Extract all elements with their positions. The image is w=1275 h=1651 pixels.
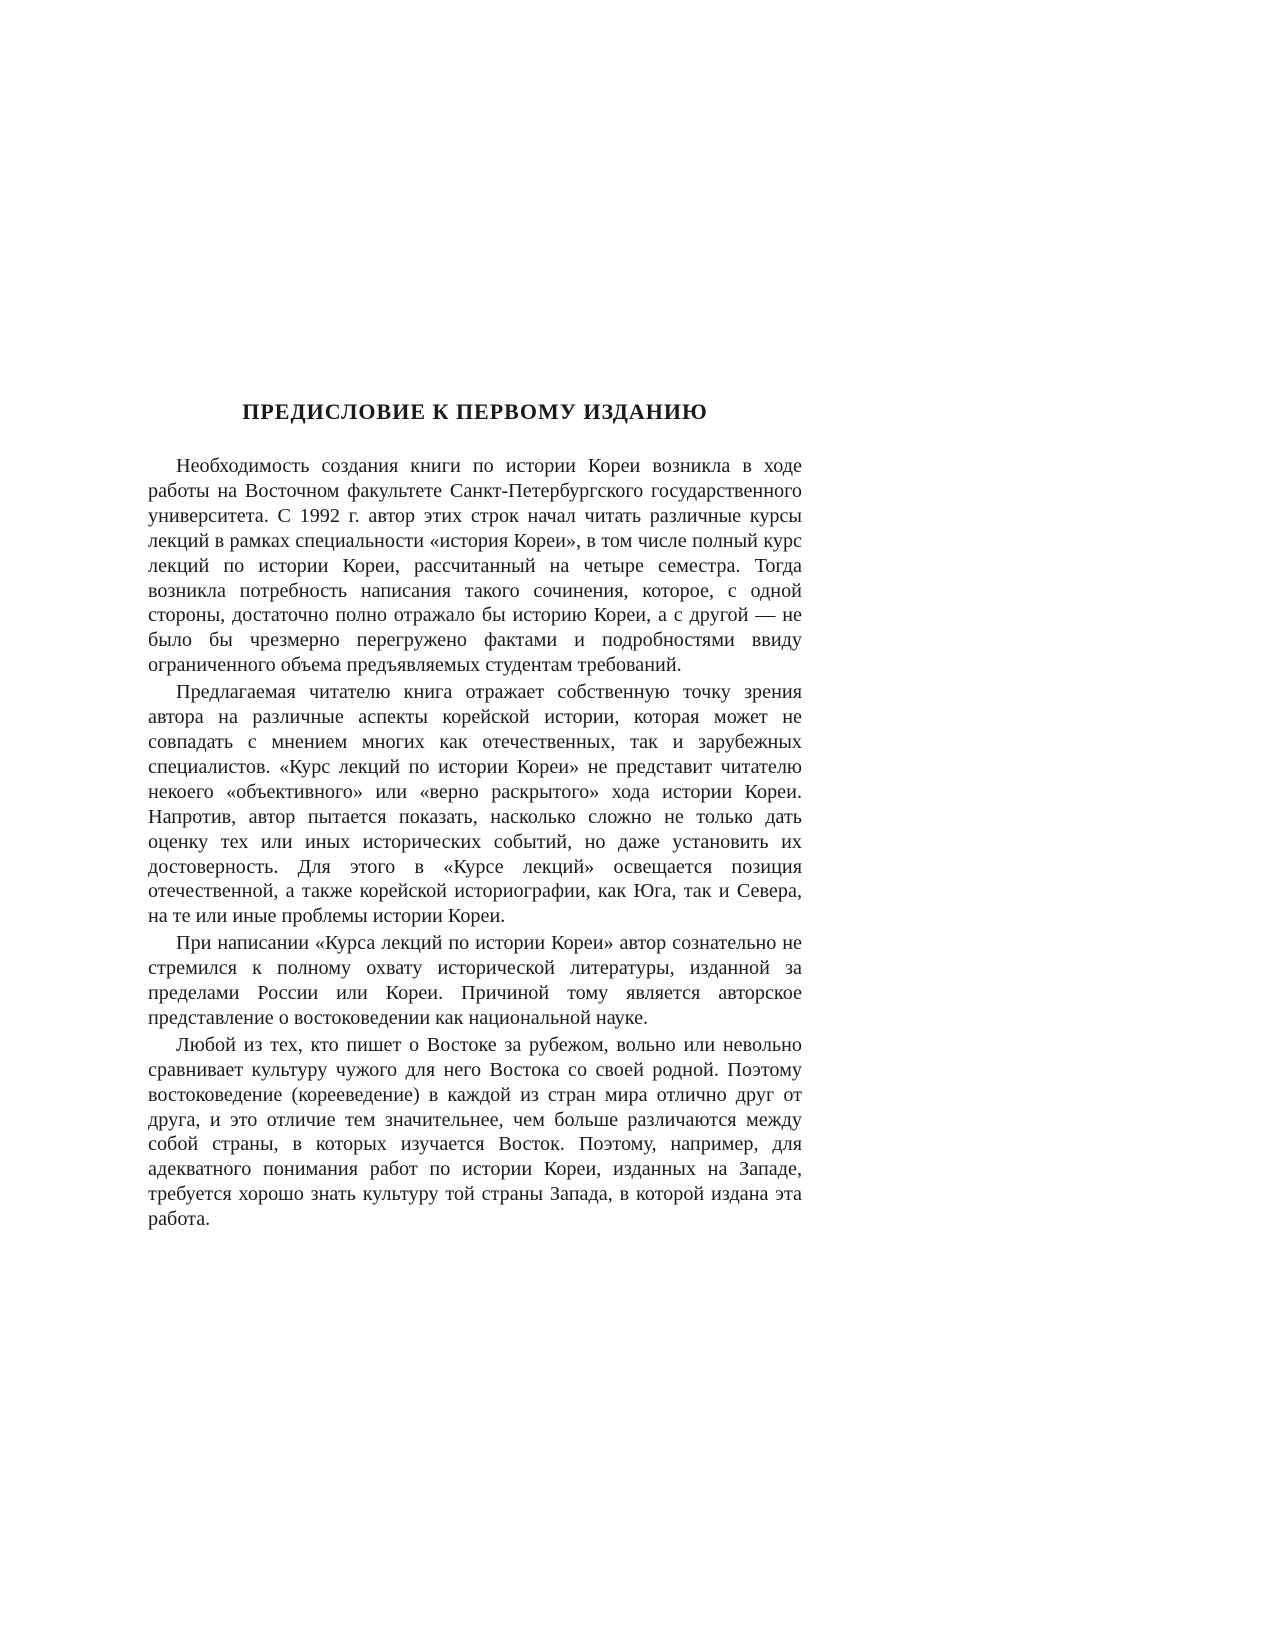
paragraph-4: Любой из тех, кто пишет о Востоке за рубежом, вольно или невольно сравнивает культуру чужого для него Востока со своей родной. Поэтому востоковедение (корееведение) в каждой из стран мира отлично друг от друга, и это отличие тем значительнее, чем больше различаются между собой страны, в которых изучается Восток. Поэтому, например, для адекватного понимания работ по истории Кореи, изданных на Западе, требуется хорошо знать культуру той страны Запада, в которой издана эта работа. xyxy=(148,1033,802,1231)
paragraph-3: При написании «Курса лекций по истории Кореи» автор сознательно не стремился к полному охвату исторической литературы, изданной за пределами России или Кореи. Причиной тому является авторское представление о востоковедении как национальной науке. xyxy=(148,932,802,1029)
paragraph-1: Необходимость создания книги по истории Кореи возникла в ходе работы на Восточном факультете Санкт-Петербургского государственного университета. С 1992 г. автор этих строк начал читать различные курсы лекций в рамках специальности «история Кореи», в том числе полный курс лекций по истории Кореи, рассчитанный на четыре семестра. Тогда возникла потребность написания такого сочинения, которое, с одной стороны, достаточно полно отражало бы историю Кореи, а с другой — не было бы чрезмерно перегружено фактами и подробностями ввиду ограниченного объема предъявляемых студентам требований. xyxy=(148,455,802,677)
document-page xyxy=(148,398,802,1234)
page-title: ПРЕДИСЛОВИЕ К ПЕРВОМУ ИЗДАНИЮ xyxy=(242,399,708,424)
paragraph-2: Предлагаемая читателю книга отражает собственную точку зрения автора на различные аспекты корейской истории, которая может не совпадать с мнением многих как отечественных, так и зарубежных специалистов. «Курс лекций по истории Кореи» не представит читателю некоего «объективного» или «верно раскрытого» хода истории Кореи. Напротив, автор пытается показать, насколько сложно не только дать оценку тех или иных исторических событий, но даже установить их достоверность. Для этого в «Курсе лекций» освещается позиция отечественной, а также корейской историографии, как Юга, так и Севера, на те или иные проблемы истории Кореи. xyxy=(148,681,802,928)
